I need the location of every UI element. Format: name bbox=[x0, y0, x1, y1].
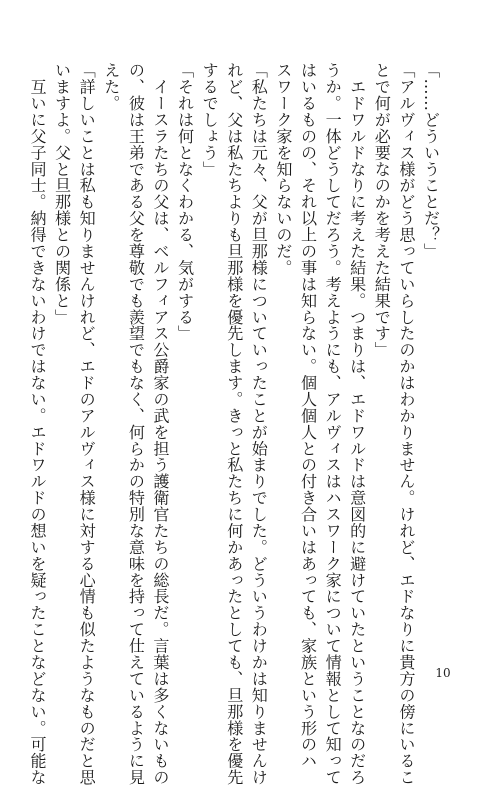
text-line: はいるものの、それ以上の事は知らない。個人個人との付き合いはあっても、家族という形のハ bbox=[298, 62, 318, 769]
page-number: 10 bbox=[435, 666, 451, 680]
text-line: イースラたちの父は、ベルフィアス公爵家の武を担う護衛官たちの総長だ。言葉は多くないもの bbox=[150, 62, 170, 785]
body-text bbox=[27, 62, 442, 785]
text-line: スワーク家を知らないのだ。 bbox=[273, 62, 293, 276]
text-line: するでしょう」 bbox=[199, 62, 219, 178]
text-line: とで何が必要なのかを考えた結果です」 bbox=[371, 62, 391, 358]
text-line: 「それは何となくわかる、気がする」 bbox=[175, 62, 195, 342]
text-line: いますよ。父と旦那様との関係と」 bbox=[52, 62, 72, 326]
text-line: うか。一体どうしてだろう。考えようにも、アルヴィスはハスワーク家について情報として知って bbox=[322, 62, 342, 785]
text-line: 互いに父子同士。納得できないわけではない。エドワルドの想いを疑ったことなどない。可能な bbox=[27, 62, 47, 785]
text-line: 「……どういうことだ？」 bbox=[421, 62, 440, 260]
text-line: の、彼は王弟である父を尊敬でも羨望でもなく、何らかの特別な意味を持って仕えているように見 bbox=[125, 62, 145, 785]
text-line: 「詳しいことは私も知りませんけれど、エドのアルヴィス様に対する心情も似たようなものだと思 bbox=[76, 62, 96, 785]
text-line: えた。 bbox=[101, 62, 121, 112]
text-line: 「アルヴィス様がどう思っていらしたのかはわかりません。けれど、エドなりに貴方の傍にいるこ bbox=[396, 62, 416, 785]
text-line: エドワルドなりに考えた結果。つまりは、エドワルドは意図的に避けていたということなのだろ bbox=[347, 62, 367, 785]
text-line: 「私たちは元々、父が旦那様についていったことが始まりでした。どういうわけかは知りませんけ bbox=[248, 62, 268, 785]
text-line: れど、父は私たちよりも旦那様を優先します。きっと私たちに何かあったとしても、旦那様を優先 bbox=[224, 62, 244, 785]
